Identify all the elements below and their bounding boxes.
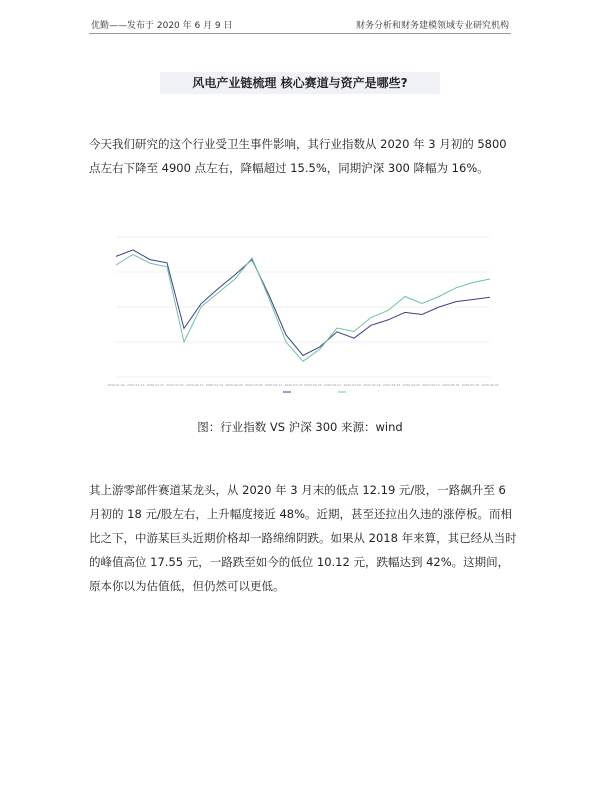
x-tick-label: 2020-05-12: [422, 383, 440, 387]
x-tick-label: 2020-04-30: [402, 383, 420, 387]
paragraph-analysis: 其上游零部件赛道某龙头，从 2020 年 3 月末的低点 12.19 元/股，一路飙升至 6 月初的 18 元/股左右，上升幅度接近 48%。近期，甚至还拉出久违的涨停板。而相比之下，中游某巨头近期价格却一路绵绵阴跌。如果从 2018 年来算，其已经从当时的峰值高位 17.55 元，一路跌至如今的低位 10.12 元，跌幅达到 42%。这期间，原本你以为估值低，但仍然可以更低。: [89, 483, 517, 593]
x-tick-label: 2020-04-16: [363, 383, 381, 387]
x-tick-label: 2020-01-02: [107, 383, 125, 387]
header-publish-info: 优勤——发布于 2020 年 6 月 9 日: [91, 21, 233, 31]
x-tick-label: 2020-01-13: [126, 383, 145, 387]
x-tick-label: 2020-02-19: [205, 383, 224, 387]
x-tick-label: 2020-04-01: [323, 383, 342, 387]
series-line-1: [116, 255, 490, 362]
x-tick-label: 2020-05-19: [441, 383, 460, 387]
x-tick-label: 2020-01-22: [146, 383, 165, 387]
x-tick-label: 2020-02-26: [225, 383, 243, 387]
x-tick-label: 2020-03-04: [245, 383, 263, 387]
article-title: 风电产业链梳理 核心赛道与资产是哪些?: [160, 72, 440, 94]
x-tick-label: 2020-02-12: [186, 383, 204, 387]
x-tick-label: 2020-06-02: [481, 383, 499, 387]
x-tick-label: 2020-04-23: [382, 383, 401, 387]
x-tick-label: 2020-05-26: [461, 383, 480, 387]
header-organization: 财务分析和财务建模领域专业研究机构: [355, 21, 509, 31]
series-line-0: [116, 250, 490, 356]
page-header: [89, 13, 511, 34]
x-tick-label: 2020-02-05: [166, 383, 184, 387]
x-tick-label: 2020-03-25: [304, 383, 322, 387]
x-tick-label: 2020-03-18: [284, 383, 302, 387]
line-chart: [88, 227, 518, 397]
paragraph-intro: 今天我们研究的这个行业受卫生事件影响，其行业指数从 2020 年 3 月初的 5800 点左右下降至 4900 点左右，降幅超过 15.5%，同期沪深 300 降幅为 16%。: [89, 137, 507, 175]
x-tick-label: 2020-04-09: [343, 383, 361, 387]
chart-caption: 图：行业指数 VS 沪深 300 来源：wind: [197, 420, 403, 434]
x-tick-label: 2020-03-11: [264, 383, 283, 387]
